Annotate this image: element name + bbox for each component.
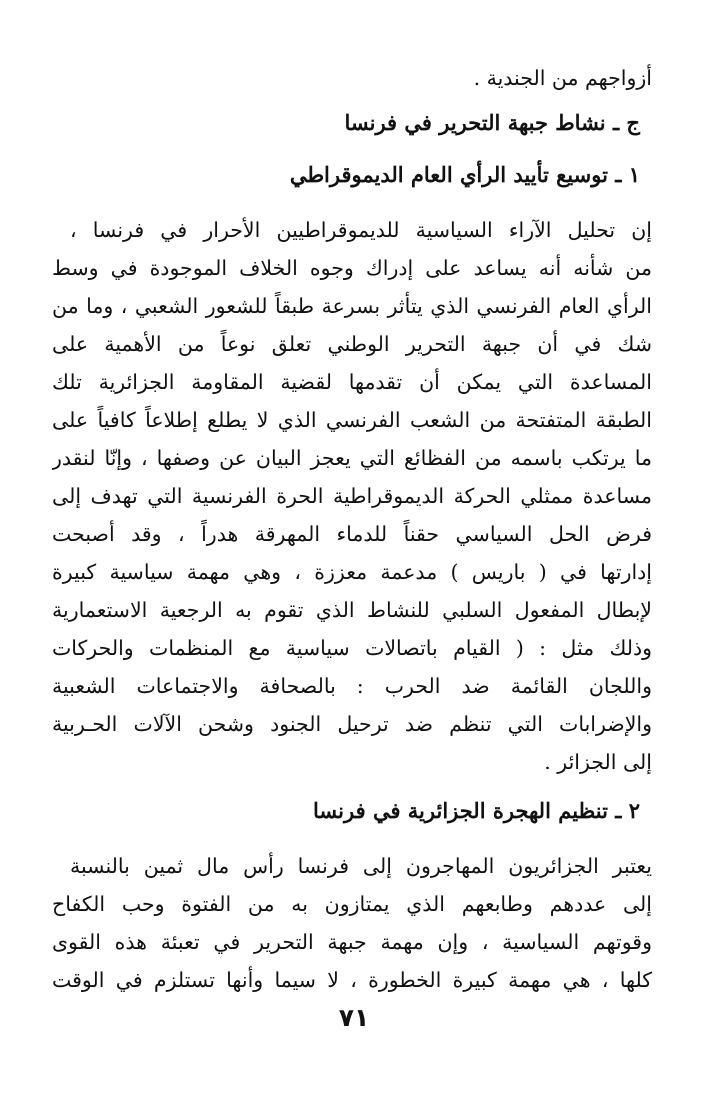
subsection-heading-1: ١ ـ توسيع تأييد الرأي العام الديموقراطي [289,162,640,187]
lead-line: أزواجهم من الجندية . [473,66,652,90]
paragraph-1-line: وذلك مثل : ( القيام باتصالات سياسية مع المنظمات والحركات [52,636,652,660]
paragraph-2-line: وقوتهم السياسية ، وإن مهمة جبهة التحرير في تعبئة هذه القوى [52,930,652,954]
paragraph-1-line: واللجان القائمة ضد الحرب : بالصحافة والاجتماعات الشعبية [52,674,652,698]
paragraph-1-line: الرأي العام الفرنسي الذي يتأثر بسرعة طبقاً للشعور الشعبي ، وما من [52,294,652,318]
section-heading-c: ج ـ نشاط جبهة التحرير في فرنسا [344,110,640,135]
paragraph-1-line: من شأنه أنه يساعد على إدراك وجوه الخلاف الموجودة في وسط [52,256,652,280]
subsection-heading-2: ٢ ـ تنظيم الهجرة الجزائرية في فرنسا [313,798,640,823]
paragraph-1-line: مساعدة ممثلي الحركة الديموقراطية الحرة الفرنسية التي تهدف إلى [52,484,652,508]
paragraph-1-line: المساعدة التي يمكن أن تقدمها لقضية المقاومة الجزائرية تلك [52,370,652,394]
paragraph-1-line: فرض الحل السياسي حقناً للدماء المهرقة هدراً ، وقد أصبحت [52,522,652,546]
paragraph-2-line: كلها ، هي مهمة كبيرة الخطورة ، لا سيما وأنها تستلزم في الوقت [52,968,652,992]
paragraph-1-line: والإضرابات التي تنظم ضد ترحيل الجنود وشحن الآلات الحـربية [52,712,652,736]
page-number: ٧١ [338,1003,370,1032]
paragraph-1-line: شك في أن جبهة التحرير الوطني تعلق نوعاً من الأهمية على [52,332,652,356]
paragraph-2-line: إلى عددهم وطابعهم الذي يمتازون به من الفتوة وحب الكفاح [52,892,652,916]
paragraph-1-line: إن تحليل الآراء السياسية للديموقراطيين الأحرار في فرنسا ، [70,218,652,242]
paragraph-2-line: يعتبر الجزائريون المهاجرون إلى فرنسا رأس مال ثمين بالنسبة [70,854,652,878]
paragraph-1-line: ما يرتكب باسمه من الفظائع التي يعجز البيان عن وصفها ، وإنّا لنقدر [52,446,652,470]
paragraph-1-line: لإبطال المفعول السلبي للنشاط الذي تقوم به الرجعية الاستعمارية [52,598,652,622]
paragraph-1-line: إلى الجزائر . [544,750,652,774]
paragraph-1-line: الطبقة المتفتحة من الشعب الفرنسي الذي لا يطلع إطلاعاً كافياً على [52,408,652,432]
paragraph-1-line: إدارتها في ( باريس ) مدعمة معززة ، وهي مهمة سياسية كبيرة [52,560,652,584]
